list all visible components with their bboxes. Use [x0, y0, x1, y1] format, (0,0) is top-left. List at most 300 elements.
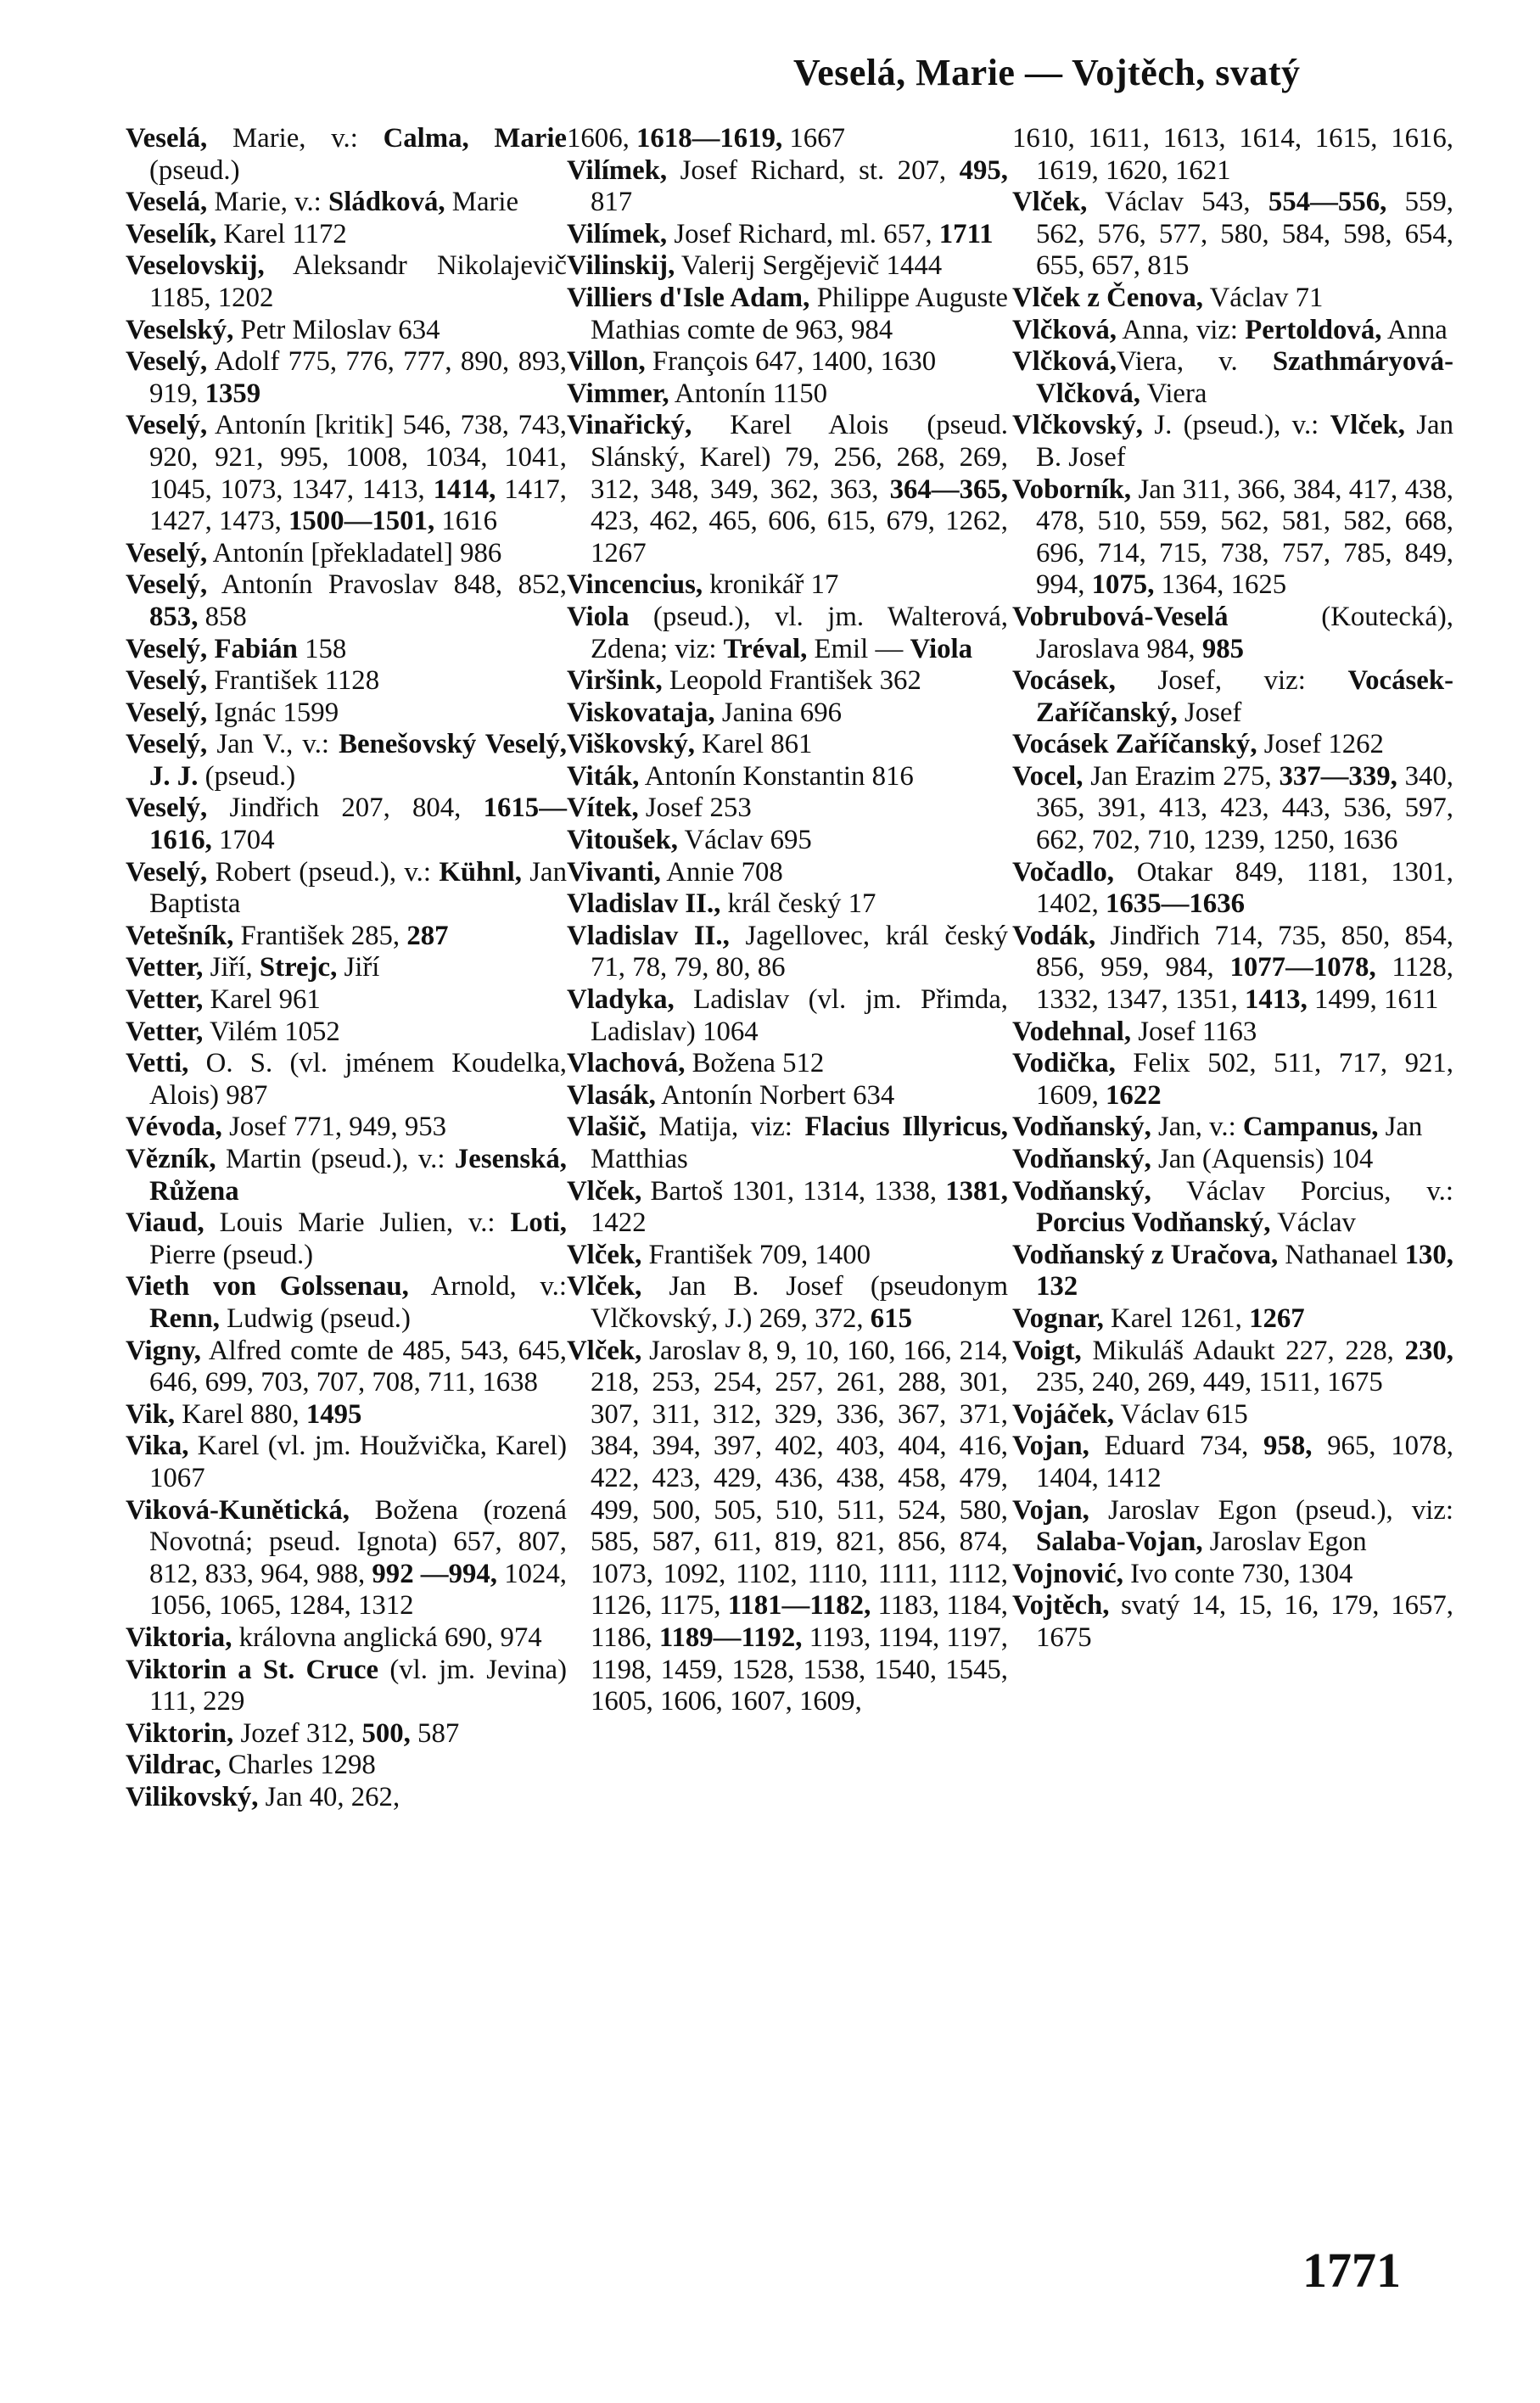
entry-text: Marie, v.: [207, 187, 328, 218]
index-entry [126, 187, 567, 219]
entry-heading: Vocásek, [1012, 665, 1116, 697]
entry-heading: Veselý, [126, 665, 208, 697]
entry-heading: Vlasák, [567, 1079, 656, 1111]
entry-heading: 1267 [1249, 1302, 1305, 1334]
index-entry [567, 921, 1008, 984]
entry-heading: Vodehnal, [1012, 1016, 1132, 1047]
index-entry [126, 1048, 567, 1112]
entry-heading: Vojan, [1012, 1431, 1089, 1462]
index-entry [126, 346, 567, 410]
entry-text: Felix 502, 511, 717, 921, 1609, [1036, 1048, 1453, 1111]
entry-heading: Vieth von Golssenau, [126, 1271, 409, 1302]
index-entry [567, 665, 1008, 697]
index-entry [126, 1431, 567, 1494]
entry-text: 1616 [434, 506, 497, 537]
entry-text: 1193, 1194, 1197, 1198, 1459, 1528, 1538, 1540, 1545, 1605, 1606, 1607, 1609, [591, 1622, 1008, 1717]
entry-text: královna anglická 690, 974 [232, 1622, 542, 1653]
entry-heading: Vivanti, [567, 856, 661, 888]
entry-heading: 132 [1036, 1271, 1078, 1302]
entry-heading: 1413, [1244, 984, 1308, 1016]
entry-heading: 500, [361, 1717, 411, 1749]
entry-text: Vilém 1052 [203, 1016, 340, 1047]
entry-heading: Voigt, [1012, 1335, 1082, 1366]
entry-text: Jiří [337, 952, 380, 983]
entry-heading: Vočadlo, [1012, 856, 1114, 888]
entry-text: Philippe Auguste Mathias comte de 963, 984 [591, 282, 1008, 345]
entry-heading: Vodňanský z Uračova, [1012, 1239, 1279, 1270]
entry-heading: Veselovskij, [126, 250, 265, 282]
entry-heading: 1075, [1091, 569, 1155, 601]
entry-text: Nathanael [1278, 1239, 1405, 1270]
entry-text: O. S. (vl. jménem Koudelka, Alois) 987 [149, 1048, 567, 1111]
entry-heading: Vlček, [1330, 410, 1405, 441]
entry-text: Martin (pseud.), v.: [216, 1144, 455, 1174]
index-entry [1012, 187, 1453, 283]
entry-heading: Veselá, [126, 123, 208, 154]
entry-text: Leopold František 362 [662, 665, 921, 697]
entry-heading: Vodička, [1012, 1048, 1116, 1079]
entry-heading: Vetter, [126, 952, 204, 983]
entry-text: 1499, 1611 [1307, 984, 1439, 1016]
index-entry [126, 984, 567, 1017]
entry-heading: Vobrubová-Veselá [1012, 601, 1229, 632]
entry-heading: 1615—1616, [149, 793, 567, 856]
entry-heading: Veselý, [126, 346, 208, 378]
index-entry [126, 1622, 567, 1655]
entry-text: 423, 462, 465, 606, 615, 679, 1262, 1267 [591, 506, 1008, 569]
entry-heading: Vlachová, [567, 1048, 686, 1079]
entry-heading: Vodák, [1012, 920, 1096, 951]
entry-text: Josef 253 [638, 793, 752, 824]
entry-text: Jozef 312, [233, 1717, 362, 1749]
entry-heading: Flacius Illyricus, [804, 1112, 1009, 1143]
index-entry [126, 729, 567, 793]
entry-heading: Vlček, [567, 1239, 642, 1270]
entry-heading: Szathmáryová-Vlčková, [1036, 346, 1453, 409]
index-entry [567, 793, 1008, 825]
index-column-1 [126, 123, 567, 1813]
index-entry [567, 602, 1008, 665]
entry-heading: Veselský, [126, 314, 234, 345]
entry-heading: Viola [910, 633, 972, 664]
entry-text: Ignác 1599 [207, 697, 339, 728]
entry-text: Ludwig (pseud.) [219, 1302, 411, 1334]
entry-heading: Fabián [214, 633, 298, 664]
entry-heading: Vězník, [126, 1144, 216, 1174]
entry-text: 858 [198, 601, 247, 632]
entry-text: Jan B. Josef (pseudonym Vlčkovský, J.) 269, 372, [591, 1271, 1008, 1334]
index-entry [567, 1240, 1008, 1272]
entry-text: Václav 615 [1113, 1398, 1248, 1430]
entry-text: Alfred comte de 485, 543, 645, 646, 699, 703, 707, 708, 711, 1638 [149, 1335, 567, 1398]
index-entry [126, 123, 567, 187]
index-entry [126, 1112, 567, 1144]
entry-heading: Veselý, [126, 793, 208, 824]
entry-heading: 287 [406, 920, 449, 951]
entry-text: Jan V., v.: [207, 729, 339, 760]
entry-heading: 1381, [945, 1175, 1008, 1207]
index-entry [567, 857, 1008, 889]
entry-heading: 1711 [938, 218, 994, 249]
entry-text: 340, 365, 391, 413, 423, 443, 536, 597, 662, 702, 710, 1239, 1250, 1636 [1036, 760, 1454, 856]
entry-text: (vl. jm. Jevina) 111, 229 [149, 1654, 567, 1717]
entry-heading: 1189—1192, [658, 1622, 803, 1653]
index-entry [567, 1080, 1008, 1112]
entry-text: Antonín 1150 [669, 378, 827, 409]
entry-text: Josef [1177, 697, 1242, 728]
index-entry [126, 921, 567, 953]
index-entry [1012, 1144, 1453, 1176]
index-entry [567, 825, 1008, 857]
entry-text: František 709, 1400 [641, 1239, 871, 1270]
entry-heading: Vilikovský, [126, 1781, 259, 1812]
entry-text: Otakar 849, 1181, 1301, 1402, [1036, 856, 1453, 920]
index-entry [567, 888, 1008, 921]
entry-heading: Kühnl, [439, 856, 522, 888]
entry-heading: Viková-Kunětická, [126, 1494, 350, 1526]
entry-text: Annie 708 [660, 856, 783, 888]
entry-heading: 985 [1201, 633, 1245, 664]
entry-text: 235, 240, 269, 449, 1511, 1675 [1036, 1367, 1383, 1398]
entry-heading: 364—365, [889, 473, 1008, 505]
entry-heading: Viršink, [567, 665, 663, 697]
entry-text: François 647, 1400, 1630 [645, 346, 937, 378]
entry-heading: 230, [1404, 1335, 1453, 1366]
entry-heading: Renn, [149, 1302, 220, 1334]
entry-text: 965, 1078, 1404, 1412 [1036, 1431, 1453, 1493]
index-entry [567, 283, 1008, 346]
entry-heading: Vetešník, [126, 920, 234, 951]
entry-heading: Viaud, [126, 1207, 204, 1239]
entry-text: Marie [445, 187, 519, 218]
entry-heading: Calma, Marie [383, 123, 567, 154]
entry-heading: Jesenská, Růžena [149, 1144, 567, 1207]
index-entry [567, 123, 1008, 155]
index-entry [126, 665, 567, 697]
entry-heading: Vlček, [1012, 187, 1088, 218]
index-entry [567, 410, 1008, 569]
index-entry [126, 697, 567, 730]
entry-text: Jan 40, 262, [258, 1781, 400, 1812]
entry-heading: Vigny, [126, 1335, 202, 1366]
entry-text: svatý 14, 15, 16, 179, 1657, 1675 [1036, 1590, 1453, 1653]
index-entry [1012, 921, 1453, 1017]
entry-heading: 853, [149, 601, 199, 632]
index-entry [567, 569, 1008, 602]
entry-heading: Vlček, [567, 1175, 642, 1207]
entry-text: 559, 562, 576, 577, 580, 584, 598, 654, 655, 657, 815 [1036, 187, 1454, 282]
index-entry [1012, 729, 1453, 761]
entry-heading: Vojan, [1012, 1494, 1089, 1526]
index-entry [567, 697, 1008, 730]
entry-text: Jan B. Josef [1036, 410, 1453, 473]
entry-text: Josef 1262 [1257, 729, 1384, 760]
entry-heading: Vítek, [567, 793, 639, 824]
entry-text: Karel 961 [203, 984, 321, 1016]
entry-heading: Villon, [567, 346, 646, 378]
entry-text: Antonín Pravoslav 848, 852, [207, 569, 567, 601]
entry-heading: Veselý, [126, 410, 208, 441]
index-entry [1012, 1176, 1453, 1240]
entry-text: Jiří, [203, 952, 260, 983]
index-entry [567, 250, 1008, 283]
entry-text: Václav 543, [1087, 187, 1268, 218]
index-entry [1012, 1590, 1453, 1654]
entry-text: Ivo conte 730, 1304 [1123, 1558, 1353, 1589]
entry-text: Marie, v.: [207, 123, 384, 154]
entry-text: Jaroslav Egon [1202, 1526, 1367, 1558]
entry-heading: Vognar, [1012, 1302, 1104, 1334]
index-entry [567, 1048, 1008, 1080]
index-entry [1012, 1240, 1453, 1303]
index-entry [126, 250, 567, 314]
entry-heading: Vetter, [126, 984, 204, 1016]
entry-heading: Vinařický, [567, 410, 692, 441]
entry-text: Arnold, v.: [408, 1271, 567, 1302]
index-entry [1012, 315, 1453, 347]
index-entry [567, 1112, 1008, 1175]
entry-text: Jindřich 207, 804, [207, 793, 484, 824]
entry-heading: Sládková, [328, 187, 445, 218]
entry-heading: 1500—1501, [288, 506, 435, 537]
index-entry [1012, 123, 1453, 187]
entry-heading: Voborník, [1012, 473, 1132, 505]
entry-heading: Veselý, [126, 569, 208, 601]
entry-heading: Vilinskij, [567, 250, 675, 282]
entry-text: Jan Baptista [149, 856, 567, 920]
entry-text: (pseud.) [198, 760, 296, 792]
index-entry [1012, 1559, 1453, 1591]
entry-text: Josef 771, 949, 953 [221, 1112, 447, 1143]
entry-text: Karel 880, [175, 1398, 306, 1430]
index-entry [126, 793, 567, 856]
entry-heading: Vojtěch, [1012, 1590, 1110, 1622]
entry-text: Josef Richard, ml. 657, [667, 218, 939, 249]
entry-text: Josef Richard, st. 207, [667, 154, 960, 186]
entry-heading: Vojnović, [1012, 1558, 1123, 1589]
entry-heading: Vilímek, [567, 154, 668, 186]
entry-heading: 1359 [204, 378, 261, 409]
entry-text: Viera, v. [1117, 346, 1273, 378]
entry-text: Jan, v.: [1151, 1112, 1243, 1143]
entry-heading: Vévoda, [126, 1112, 222, 1143]
entry-heading: 1181—1182, [727, 1590, 871, 1622]
index-entry [1012, 1399, 1453, 1431]
entry-text: Václav 695 [677, 825, 812, 856]
entry-text: Jaroslav 8, 9, 10, 160, 166, 214, 218, 253, 254, 257, 261, 288, 301, 307, 311, 312, 329, 336, 367, 371, 384, 394, 397, 402, 403, 404, 416, 422, 423, 429, 436, 438, 458, 479, 499, 500, 505, 510, 511, 524, 580, 585, 587, 611, 819, 821, 856, 874, 1073, 1092, 1102, 1110, 1111, 1112, 1126, 1175, [591, 1335, 1008, 1622]
entry-text: František 285, [233, 920, 407, 951]
index-entry [1012, 1303, 1453, 1336]
index-entry [126, 1144, 567, 1207]
entry-heading: Viták, [567, 760, 640, 792]
index-entry [1012, 857, 1453, 921]
entry-text: Bartoš 1301, 1314, 1338, [641, 1175, 946, 1207]
entry-text: Jan Erazim 275, [1083, 760, 1280, 792]
entry-text: Jaroslav Egon (pseud.), viz: [1089, 1494, 1453, 1526]
index-entry [1012, 1495, 1453, 1559]
entry-heading: Vocásek Zaříčanský, [1012, 729, 1257, 760]
entry-text: (Koutecká), Jaroslava 984, [1036, 601, 1453, 664]
entry-text: Václav [1270, 1207, 1356, 1239]
entry-heading: Viktorin a St. Cruce [126, 1654, 379, 1685]
index-entry [126, 857, 567, 921]
page-number: 1771 [1302, 2243, 1401, 2298]
index-entry [1012, 665, 1453, 729]
entry-heading: 1622 [1106, 1079, 1162, 1111]
entry-heading: Strejc, [259, 952, 338, 983]
entry-text: Karel Alois (pseud. Slánský, Karel) 79, 256, 268, 269, 312, 348, 349, 362, 363, [591, 410, 1008, 505]
index-entry [567, 1176, 1008, 1240]
entry-text: Robert (pseud.), v.: [207, 856, 440, 888]
index-entry [126, 1782, 567, 1814]
entry-heading: 1414, [433, 473, 496, 505]
entry-text: 1364, 1625 [1154, 569, 1287, 601]
entry-text: Eduard 734, [1089, 1431, 1264, 1462]
index-entry [1012, 346, 1453, 410]
entry-heading: 1635—1636 [1106, 888, 1245, 920]
entry-text: Anna, viz: [1117, 314, 1246, 345]
entry-heading: Vodňanský, [1012, 1175, 1151, 1207]
entry-heading: Vildrac, [126, 1750, 221, 1781]
entry-heading: Veselík, [126, 218, 217, 249]
entry-text: František 1128 [207, 665, 380, 697]
entry-text: Matthias [591, 1144, 688, 1174]
index-entry [126, 1495, 567, 1622]
entry-heading: 958, [1263, 1431, 1313, 1462]
entry-text: 1667 [782, 123, 845, 154]
entry-heading: Vlašič, [567, 1112, 647, 1143]
entry-text: Antonín [překladatel] 986 [207, 537, 502, 569]
entry-text: Jan [1378, 1112, 1423, 1143]
entry-text: Petr Miloslav 634 [233, 314, 440, 345]
entry-heading: Vlčková, [1012, 346, 1117, 378]
entry-heading: Campanus, [1242, 1112, 1379, 1143]
entry-heading: 1077—1078, [1229, 952, 1376, 983]
entry-heading: 130, [1404, 1239, 1453, 1270]
entry-text: Janina 696 [714, 697, 843, 728]
entry-text: Ladislav (vl. jm. Přimda, Ladislav) 1064 [591, 984, 1008, 1047]
index-entry [567, 761, 1008, 793]
index-entry [126, 1207, 567, 1271]
index-entry [126, 1017, 567, 1049]
entry-heading: Benešovský Veselý, J. J. [149, 729, 567, 792]
entry-text: Jan (Aquensis) 104 [1151, 1144, 1374, 1174]
entry-heading: Vojáček, [1012, 1398, 1114, 1430]
index-entry [1012, 1336, 1453, 1399]
entry-text: 1422 [591, 1207, 647, 1239]
entry-heading: Vladislav II., [567, 888, 721, 920]
entry-heading: Vincencius, [567, 569, 703, 601]
entry-text: Adolf 775, 776, 777, 890, 893, 919, [149, 346, 567, 409]
entry-text: Božena 512 [685, 1048, 825, 1079]
entry-text: Karel 1261, [1103, 1302, 1250, 1334]
entry-text: (pseud.), vl. jm. Walterová, Zdena; viz: [591, 601, 1008, 664]
entry-heading: Pertoldová, [1245, 314, 1382, 345]
entry-heading: Vlček z Čenova, [1012, 282, 1203, 313]
entry-heading: Vika, [126, 1431, 189, 1462]
entry-text: kronikář 17 [703, 569, 839, 601]
entry-text: 1024, 1056, 1065, 1284, 1312 [149, 1558, 567, 1622]
index-entry [126, 410, 567, 537]
entry-heading: Vilímek, [567, 218, 668, 249]
index-entry [567, 219, 1008, 251]
entry-heading: Veselý, [126, 856, 208, 888]
index-entry [567, 729, 1008, 761]
entry-heading: Vocel, [1012, 760, 1084, 792]
entry-text: Mikuláš Adaukt 227, 228, [1081, 1335, 1405, 1366]
entry-heading: Vladislav II., [567, 920, 730, 951]
index-entry [126, 1655, 567, 1718]
entry-heading: Veselá, [126, 187, 208, 218]
entry-heading: Vik, [126, 1398, 176, 1430]
entry-heading: Loti, [510, 1207, 567, 1239]
index-entry [126, 219, 567, 251]
entry-heading: Vodňanský, [1012, 1144, 1151, 1174]
entry-text: Charles 1298 [221, 1750, 376, 1781]
entry-text: Pierre (pseud.) [149, 1239, 314, 1270]
entry-heading: Viskovataja, [567, 697, 715, 728]
index-entry [126, 315, 567, 347]
index-entry [126, 1718, 567, 1750]
entry-heading: Vimmer, [567, 378, 669, 409]
index-entry [1012, 410, 1453, 473]
index-entry [1012, 602, 1453, 665]
index-entry [1012, 1017, 1453, 1049]
entry-text: Božena (rozená Novotná; pseud. Ignota) 657, 807, 812, 833, 964, 988, [149, 1494, 567, 1589]
index-entry [567, 346, 1008, 378]
index-entry [126, 1750, 567, 1782]
index-entry [1012, 474, 1453, 602]
entry-text: Antonín Konstantin 816 [639, 760, 914, 792]
entry-text: 158 [297, 633, 347, 664]
index-entry [126, 569, 567, 633]
entry-heading: Vlčková, [1012, 314, 1117, 345]
entry-text: 1704 [211, 825, 275, 856]
entry-heading: Vitoušek, [567, 825, 678, 856]
index-entry [567, 378, 1008, 411]
entry-text: Emil — [807, 633, 910, 664]
entry-text: Josef 1163 [1131, 1016, 1257, 1047]
entry-text: Karel (vl. jm. Houžvička, Karel) 1067 [149, 1431, 567, 1493]
index-entry [1012, 1112, 1453, 1144]
index-entry [126, 1271, 567, 1335]
entry-text: Viera [1140, 378, 1207, 409]
entry-heading: Tréval, [723, 633, 808, 664]
entry-heading: Vodňanský, [1012, 1112, 1151, 1143]
index-entry [1012, 1048, 1453, 1112]
entry-heading: Veselý, [126, 697, 208, 728]
entry-heading: 615 [870, 1302, 912, 1334]
entry-heading: Vetti, [126, 1048, 189, 1079]
entry-text: Jan 311, 366, 384, 417, 438, 478, 510, 559, 562, 581, 582, 668, 696, 714, 715, 738, 757, 785, 849, 994, [1036, 473, 1453, 601]
entry-text: 1183, 1184, 1186, [591, 1590, 1008, 1653]
entry-text: Louis Marie Julien, v.: [204, 1207, 511, 1239]
index-entry [126, 634, 567, 666]
entry-heading: Villiers d'Isle Adam, [567, 282, 810, 313]
entry-text: Matija, viz: [646, 1112, 805, 1143]
entry-heading: Vlček, [567, 1271, 642, 1302]
entry-text: Aleksandr Nikolajevič 1185, 1202 [149, 250, 567, 313]
entry-heading: Viškovský, [567, 729, 695, 760]
index-entry [567, 1271, 1008, 1335]
index-entry [126, 952, 567, 984]
entry-heading: 495, [959, 154, 1008, 186]
index-column-2 [567, 123, 1008, 1718]
index-entry [1012, 283, 1453, 315]
entry-heading: 554—556, [1268, 187, 1387, 218]
entry-text: 587 [410, 1717, 460, 1749]
index-entry [567, 1336, 1008, 1718]
